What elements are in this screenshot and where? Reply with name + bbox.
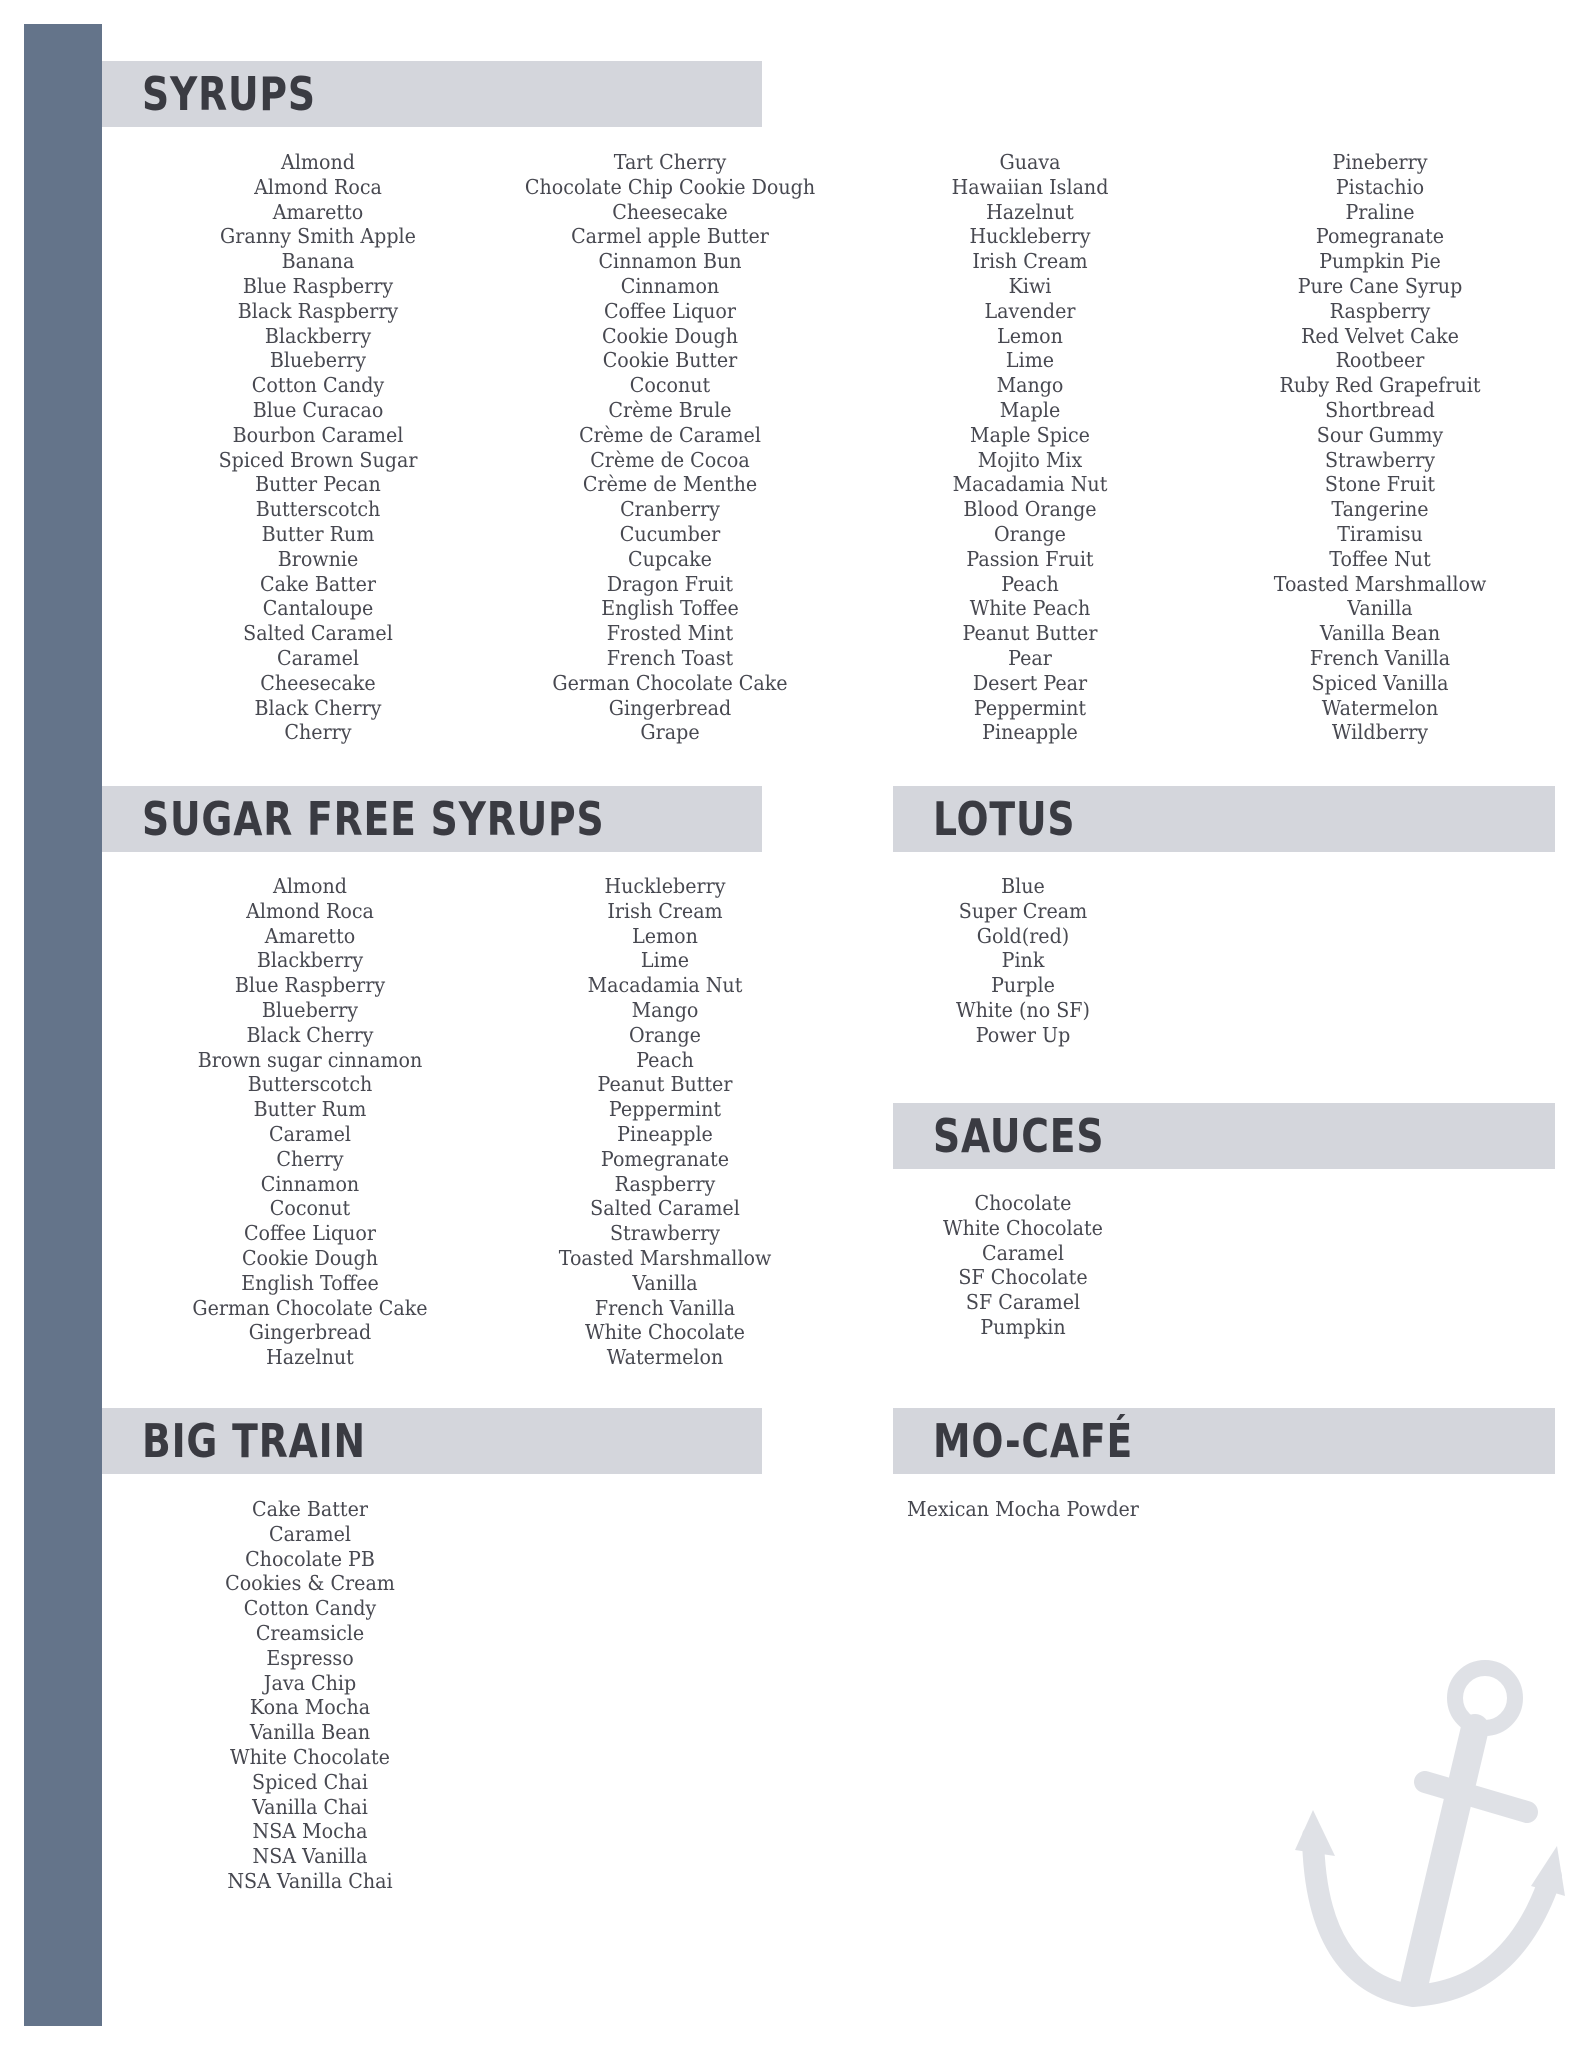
flavor-item: Peach — [636, 1047, 694, 1072]
flavor-item: Blue Raspberry — [234, 973, 386, 998]
flavor-item: Brownie — [277, 546, 359, 571]
flavor-item: Lavender — [984, 298, 1076, 323]
flavor-item: Butter Pecan — [255, 472, 381, 497]
syrups-column — [168, 150, 468, 745]
sauces-title: SAUCES — [933, 1109, 1105, 1163]
flavor-item: Butter Rum — [261, 521, 375, 546]
flavor-item: Strawberry — [1324, 447, 1436, 472]
flavor-item: Macadamia Nut — [587, 973, 743, 998]
flavor-item: Hazelnut — [266, 1345, 354, 1370]
flavor-item: Rootbeer — [1335, 348, 1425, 373]
flavor-item: Crème de Menthe — [582, 472, 758, 497]
flavor-item: NSA Vanilla Chai — [227, 1868, 393, 1893]
flavor-item: Power Up — [975, 1022, 1071, 1047]
flavor-item: Cheesecake — [260, 670, 376, 695]
syrups-column — [1220, 150, 1540, 745]
flavor-item: Pure Cane Syrup — [1297, 273, 1463, 298]
flavor-item: Amaretto — [264, 923, 356, 948]
flavor-item: Crème de Caramel — [579, 422, 761, 447]
flavor-item: Bourbon Caramel — [232, 422, 404, 447]
flavor-item: Banana — [281, 249, 355, 274]
flavor-item: Chocolate — [974, 1191, 1072, 1215]
flavor-item: Coconut — [269, 1196, 351, 1221]
flavor-item: Cookie Dough — [601, 323, 739, 348]
flavor-item: Blueberry — [269, 348, 367, 373]
flavor-item: Coffee Liquor — [603, 298, 737, 323]
flavor-item: Black Cherry — [254, 695, 382, 720]
flavor-item: Purple — [991, 973, 1055, 998]
flavor-item: Blue Raspberry — [242, 273, 394, 298]
syrups-title: SYRUPS — [142, 67, 316, 121]
flavor-item: Creamsicle — [255, 1620, 365, 1645]
flavor-item: Salted Caramel — [243, 621, 393, 646]
flavor-item: Peanut Butter — [597, 1072, 733, 1097]
sauces-column — [893, 1191, 1153, 1340]
flavor-item: Caramel — [277, 645, 359, 670]
syrups-column — [500, 150, 840, 745]
flavor-item: White (no SF) — [956, 997, 1090, 1022]
flavor-item: Almond Roca — [246, 898, 374, 923]
syrups-column — [880, 150, 1180, 745]
flavor-item: Red Velvet Cake — [1301, 323, 1459, 348]
flavor-item: Gold(red) — [976, 923, 1070, 948]
flavor-item: Vanilla Chai — [252, 1794, 368, 1819]
flavor-item: Gingerbread — [248, 1320, 372, 1345]
flavor-item: White Chocolate — [230, 1744, 390, 1769]
flavor-item: Black Cherry — [246, 1022, 374, 1047]
flavor-item: English Toffee — [241, 1270, 379, 1295]
flavor-item: Maple — [999, 397, 1061, 422]
flavor-item: Carmel apple Butter — [571, 224, 769, 249]
flavor-item: Peppermint — [973, 695, 1087, 720]
sugar-free-syrups-column — [160, 874, 460, 1370]
flavor-item: Gingerbread — [608, 695, 732, 720]
flavor-item: German Chocolate Cake — [192, 1295, 428, 1320]
flavor-item: Vanilla Bean — [1319, 621, 1441, 646]
flavor-item: Strawberry — [609, 1221, 721, 1246]
flavor-item: Spiced Chai — [252, 1769, 368, 1794]
mo-cafe-title: MO-CAFÉ — [933, 1414, 1134, 1468]
flavor-item: Mango — [631, 997, 699, 1022]
flavor-item: Butter Rum — [253, 1097, 367, 1122]
flavor-item: Huckleberry — [604, 874, 726, 898]
flavor-item: Cupcake — [628, 546, 712, 571]
flavor-item: Cantaloupe — [262, 596, 374, 621]
flavor-item: NSA Vanilla — [252, 1844, 368, 1869]
flavor-item: Pineapple — [982, 720, 1078, 745]
flavor-item: Blackberry — [256, 948, 364, 973]
sidebar-stripe — [24, 24, 102, 2026]
flavor-item: Almond Roca — [254, 174, 382, 199]
flavor-item: Orange — [629, 1022, 701, 1047]
flavor-item: Espresso — [266, 1645, 354, 1670]
flavor-item: Peppermint — [608, 1097, 722, 1122]
flavor-item: Raspberry — [1329, 298, 1431, 323]
flavor-item: Tart Cherry — [613, 150, 727, 174]
flavor-item: Lemon — [632, 923, 698, 948]
flavor-item: Tangerine — [1331, 497, 1429, 522]
flavor-item: Pineapple — [617, 1121, 713, 1146]
flavor-item: Cake Batter — [260, 571, 376, 596]
sugar-free-syrups-header — [102, 786, 762, 852]
flavor-item: Granny Smith Apple — [220, 224, 416, 249]
flavor-item: Tiramisu — [1337, 521, 1423, 546]
flavor-item: Pear — [1008, 645, 1052, 670]
flavor-item: Mexican Mocha Powder — [907, 1497, 1139, 1521]
flavor-item: Super Cream — [958, 898, 1088, 923]
flavor-item: Cherry — [276, 1146, 344, 1171]
flavor-item: Watermelon — [606, 1345, 724, 1370]
flavor-item: Pineberry — [1332, 150, 1428, 174]
flavor-item: White Chocolate — [943, 1215, 1103, 1240]
flavor-item: Lime — [640, 948, 690, 973]
flavor-item: Blue Curacao — [252, 397, 384, 422]
flavor-item: Pistachio — [1335, 174, 1425, 199]
anchor-icon — [1295, 1650, 1565, 2020]
flavor-item: Crème Brule — [608, 397, 732, 422]
flavor-item: Butterscotch — [247, 1072, 373, 1097]
flavor-item: Blood Orange — [963, 497, 1097, 522]
lotus-title: LOTUS — [933, 792, 1076, 846]
flavor-item: Caramel — [269, 1521, 351, 1546]
flavor-item: Wildberry — [1331, 720, 1429, 745]
flavor-item: SF Chocolate — [958, 1265, 1088, 1290]
flavor-item: Caramel — [269, 1121, 351, 1146]
flavor-item: Toasted Marshmallow — [1273, 571, 1487, 596]
flavor-item: German Chocolate Cake — [552, 670, 788, 695]
flavor-item: Irish Cream — [607, 898, 723, 923]
flavor-item: Cherry — [284, 720, 352, 745]
flavor-item: Spiced Brown Sugar — [218, 447, 418, 472]
flavor-item: Java Chip — [263, 1670, 357, 1695]
flavor-item: Pomegranate — [1315, 224, 1445, 249]
flavor-item: Almond — [273, 874, 347, 898]
flavor-item: Peach — [1001, 571, 1059, 596]
big-train-title: BIG TRAIN — [142, 1414, 366, 1468]
lotus-header — [893, 786, 1555, 852]
big-train-column — [160, 1497, 460, 1894]
flavor-item: Black Raspberry — [237, 298, 399, 323]
flavor-item: Cucumber — [619, 521, 721, 546]
flavor-item: Mango — [996, 373, 1064, 398]
flavor-item: Toasted Marshmallow — [558, 1245, 772, 1270]
flavor-item: Spiced Vanilla — [1311, 670, 1449, 695]
syrups-header — [102, 61, 762, 127]
flavor-item: Macadamia Nut — [952, 472, 1108, 497]
flavor-item: Cookie Dough — [241, 1245, 379, 1270]
flavor-item: Hazelnut — [986, 199, 1074, 224]
flavor-item: Cookie Butter — [602, 348, 738, 373]
flavor-item: White Chocolate — [585, 1320, 745, 1345]
flavor-item: Pumpkin — [980, 1314, 1066, 1339]
flavor-item: Blackberry — [264, 323, 372, 348]
flavor-item: Hawaiian Island — [951, 174, 1109, 199]
flavor-item: Cinnamon — [620, 273, 720, 298]
flavor-item: Stone Fruit — [1324, 472, 1436, 497]
flavor-item: Ruby Red Grapefruit — [1279, 373, 1481, 398]
flavor-item: Huckleberry — [969, 224, 1091, 249]
flavor-item: French Vanilla — [594, 1295, 736, 1320]
flavor-item: Kiwi — [1008, 273, 1052, 298]
flavor-item: Desert Pear — [972, 670, 1088, 695]
flavor-item: Mojito Mix — [977, 447, 1083, 472]
flavor-item: French Toast — [606, 645, 734, 670]
flavor-item: Cookies & Cream — [225, 1571, 395, 1596]
flavor-item: Raspberry — [614, 1171, 716, 1196]
flavor-item: Grape — [640, 720, 700, 745]
flavor-item: Lemon — [997, 323, 1063, 348]
flavor-item: Dragon Fruit — [606, 571, 734, 596]
flavor-item: NSA Mocha — [252, 1819, 368, 1844]
flavor-item: Sour Gummy — [1316, 422, 1444, 447]
flavor-item: Butterscotch — [255, 497, 381, 522]
flavor-item: English Toffee — [601, 596, 739, 621]
flavor-item: Blueberry — [261, 997, 359, 1022]
flavor-item: Passion Fruit — [966, 546, 1094, 571]
flavor-item: Coffee Liquor — [243, 1221, 377, 1246]
sugar-free-syrups-title: SUGAR FREE SYRUPS — [142, 792, 605, 846]
flavor-item: Chocolate Chip Cookie Dough — [524, 174, 816, 199]
flavor-item: Vanilla — [632, 1270, 698, 1295]
flavor-item: Amaretto — [272, 199, 364, 224]
flavor-item: Orange — [994, 521, 1066, 546]
flavor-item: Cinnamon — [260, 1171, 360, 1196]
flavor-item: Cranberry — [620, 497, 720, 522]
flavor-item: French Vanilla — [1309, 645, 1451, 670]
mo-cafe-column — [893, 1497, 1153, 1522]
flavor-item: Maple Spice — [970, 422, 1090, 447]
flavor-item: Cake Batter — [252, 1497, 368, 1521]
flavor-item: Cheesecake — [612, 199, 728, 224]
flavor-item: Guava — [999, 150, 1061, 174]
flavor-item: White Peach — [969, 596, 1091, 621]
flavor-item: SF Caramel — [965, 1290, 1081, 1315]
flavor-item: Vanilla — [1347, 596, 1413, 621]
flavor-item: Almond — [281, 150, 355, 174]
mo-cafe-header — [893, 1408, 1555, 1474]
flavor-item: Praline — [1345, 199, 1415, 224]
flavor-item: Crème de Cocoa — [590, 447, 750, 472]
flavor-item: Salted Caramel — [590, 1196, 740, 1221]
sugar-free-syrups-column — [515, 874, 815, 1370]
flavor-item: Watermelon — [1321, 695, 1439, 720]
flavor-item: Coconut — [629, 373, 711, 398]
flavor-item: Kona Mocha — [249, 1695, 371, 1720]
flavor-item: Irish Cream — [972, 249, 1088, 274]
flavor-item: Peanut Butter — [962, 621, 1098, 646]
flavor-item: Blue — [1001, 874, 1045, 898]
flavor-item: Pomegranate — [600, 1146, 730, 1171]
flavor-item: Pumpkin Pie — [1319, 249, 1441, 274]
sauces-header — [893, 1103, 1555, 1169]
flavor-item: Brown sugar cinnamon — [197, 1047, 423, 1072]
flavor-item: Pink — [1001, 948, 1045, 973]
flavor-item: Shortbread — [1325, 397, 1435, 422]
flavor-item: Frosted Mint — [606, 621, 734, 646]
flavor-item: Chocolate PB — [245, 1546, 375, 1571]
flavor-item: Vanilla Bean — [249, 1720, 371, 1745]
big-train-header — [102, 1408, 762, 1474]
flavor-item: Cotton Candy — [251, 373, 385, 398]
flavor-item: Lime — [1005, 348, 1055, 373]
flavor-item: Caramel — [982, 1240, 1064, 1265]
flavor-item: Cinnamon Bun — [598, 249, 742, 274]
flavor-item: Toffee Nut — [1329, 546, 1431, 571]
lotus-column — [893, 874, 1153, 1048]
flavor-item: Cotton Candy — [243, 1596, 377, 1621]
